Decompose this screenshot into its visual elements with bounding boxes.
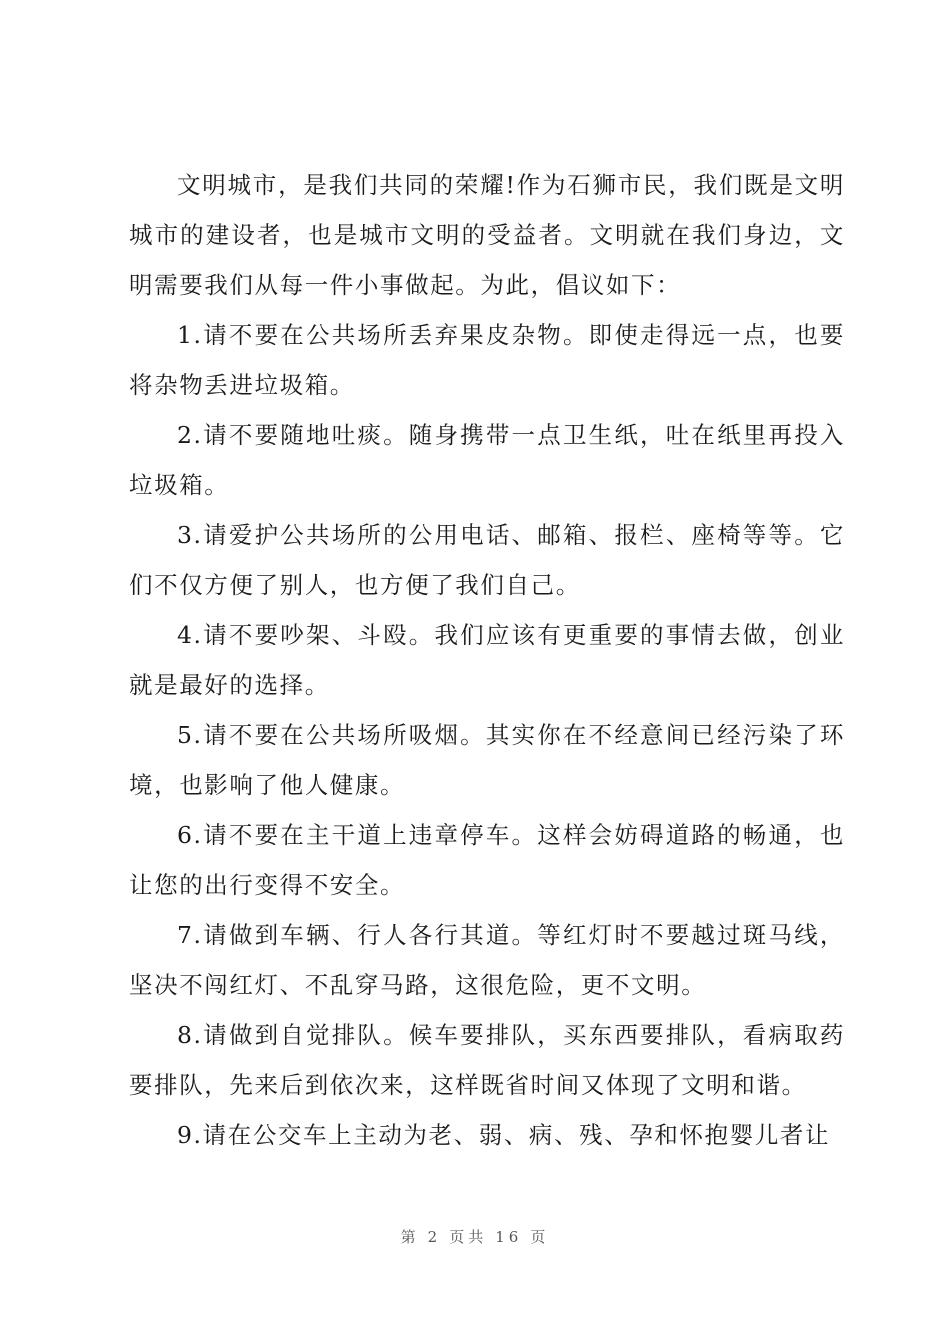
proposal-item-4: 4.请不要吵架、斗殴。我们应该有更重要的事情去做，创业就是最好的选择。 bbox=[129, 621, 845, 699]
intro-paragraph: 文明城市，是我们共同的荣耀!作为石狮市民，我们既是文明城市的建设者，也是城市文明的受益者。文明就在我们身边，文明需要我们从每一件小事做起。为此，倡议如下： bbox=[129, 171, 845, 299]
proposal-item-1: 1.请不要在公共场所丢弃果皮杂物。即使走得远一点，也要将杂物丢进垃圾箱。 bbox=[129, 321, 845, 399]
proposal-item-9: 9.请在公交车上主动为老、弱、病、残、孕和怀抱婴儿者让 bbox=[177, 1121, 831, 1149]
proposal-item-6: 6.请不要在主干道上违章停车。这样会妨碍道路的畅通，也让您的出行变得不安全。 bbox=[129, 821, 845, 899]
proposal-item-2: 2.请不要随地吐痰。随身携带一点卫生纸，吐在纸里再投入垃圾箱。 bbox=[129, 421, 845, 499]
footer-prefix: 第 bbox=[400, 1228, 420, 1246]
footer-total-pages: 16 bbox=[495, 1228, 523, 1246]
proposal-item-8: 8.请做到自觉排队。候车要排队，买东西要排队，看病取药要排队，先来后到依次来，这样既省时间又体现了文明和谐。 bbox=[129, 1021, 845, 1099]
footer-suffix: 页 bbox=[530, 1228, 550, 1246]
footer-current-page: 2 bbox=[427, 1228, 442, 1246]
proposal-item-7: 7.请做到车辆、行人各行其道。等红灯时不要越过斑马线，坚决不闯红灯、不乱穿马路，这很危险，更不文明。 bbox=[129, 921, 845, 999]
document-body bbox=[129, 160, 845, 1160]
footer-middle: 页共 bbox=[449, 1228, 488, 1246]
proposal-item-5: 5.请不要在公共场所吸烟。其实你在不经意间已经污染了环境，也影响了他人健康。 bbox=[129, 721, 845, 799]
proposal-item-3: 3.请爱护公共场所的公用电话、邮箱、报栏、座椅等等。它们不仅方便了别人，也方便了我们自己。 bbox=[129, 521, 845, 599]
page-footer bbox=[0, 1226, 950, 1247]
